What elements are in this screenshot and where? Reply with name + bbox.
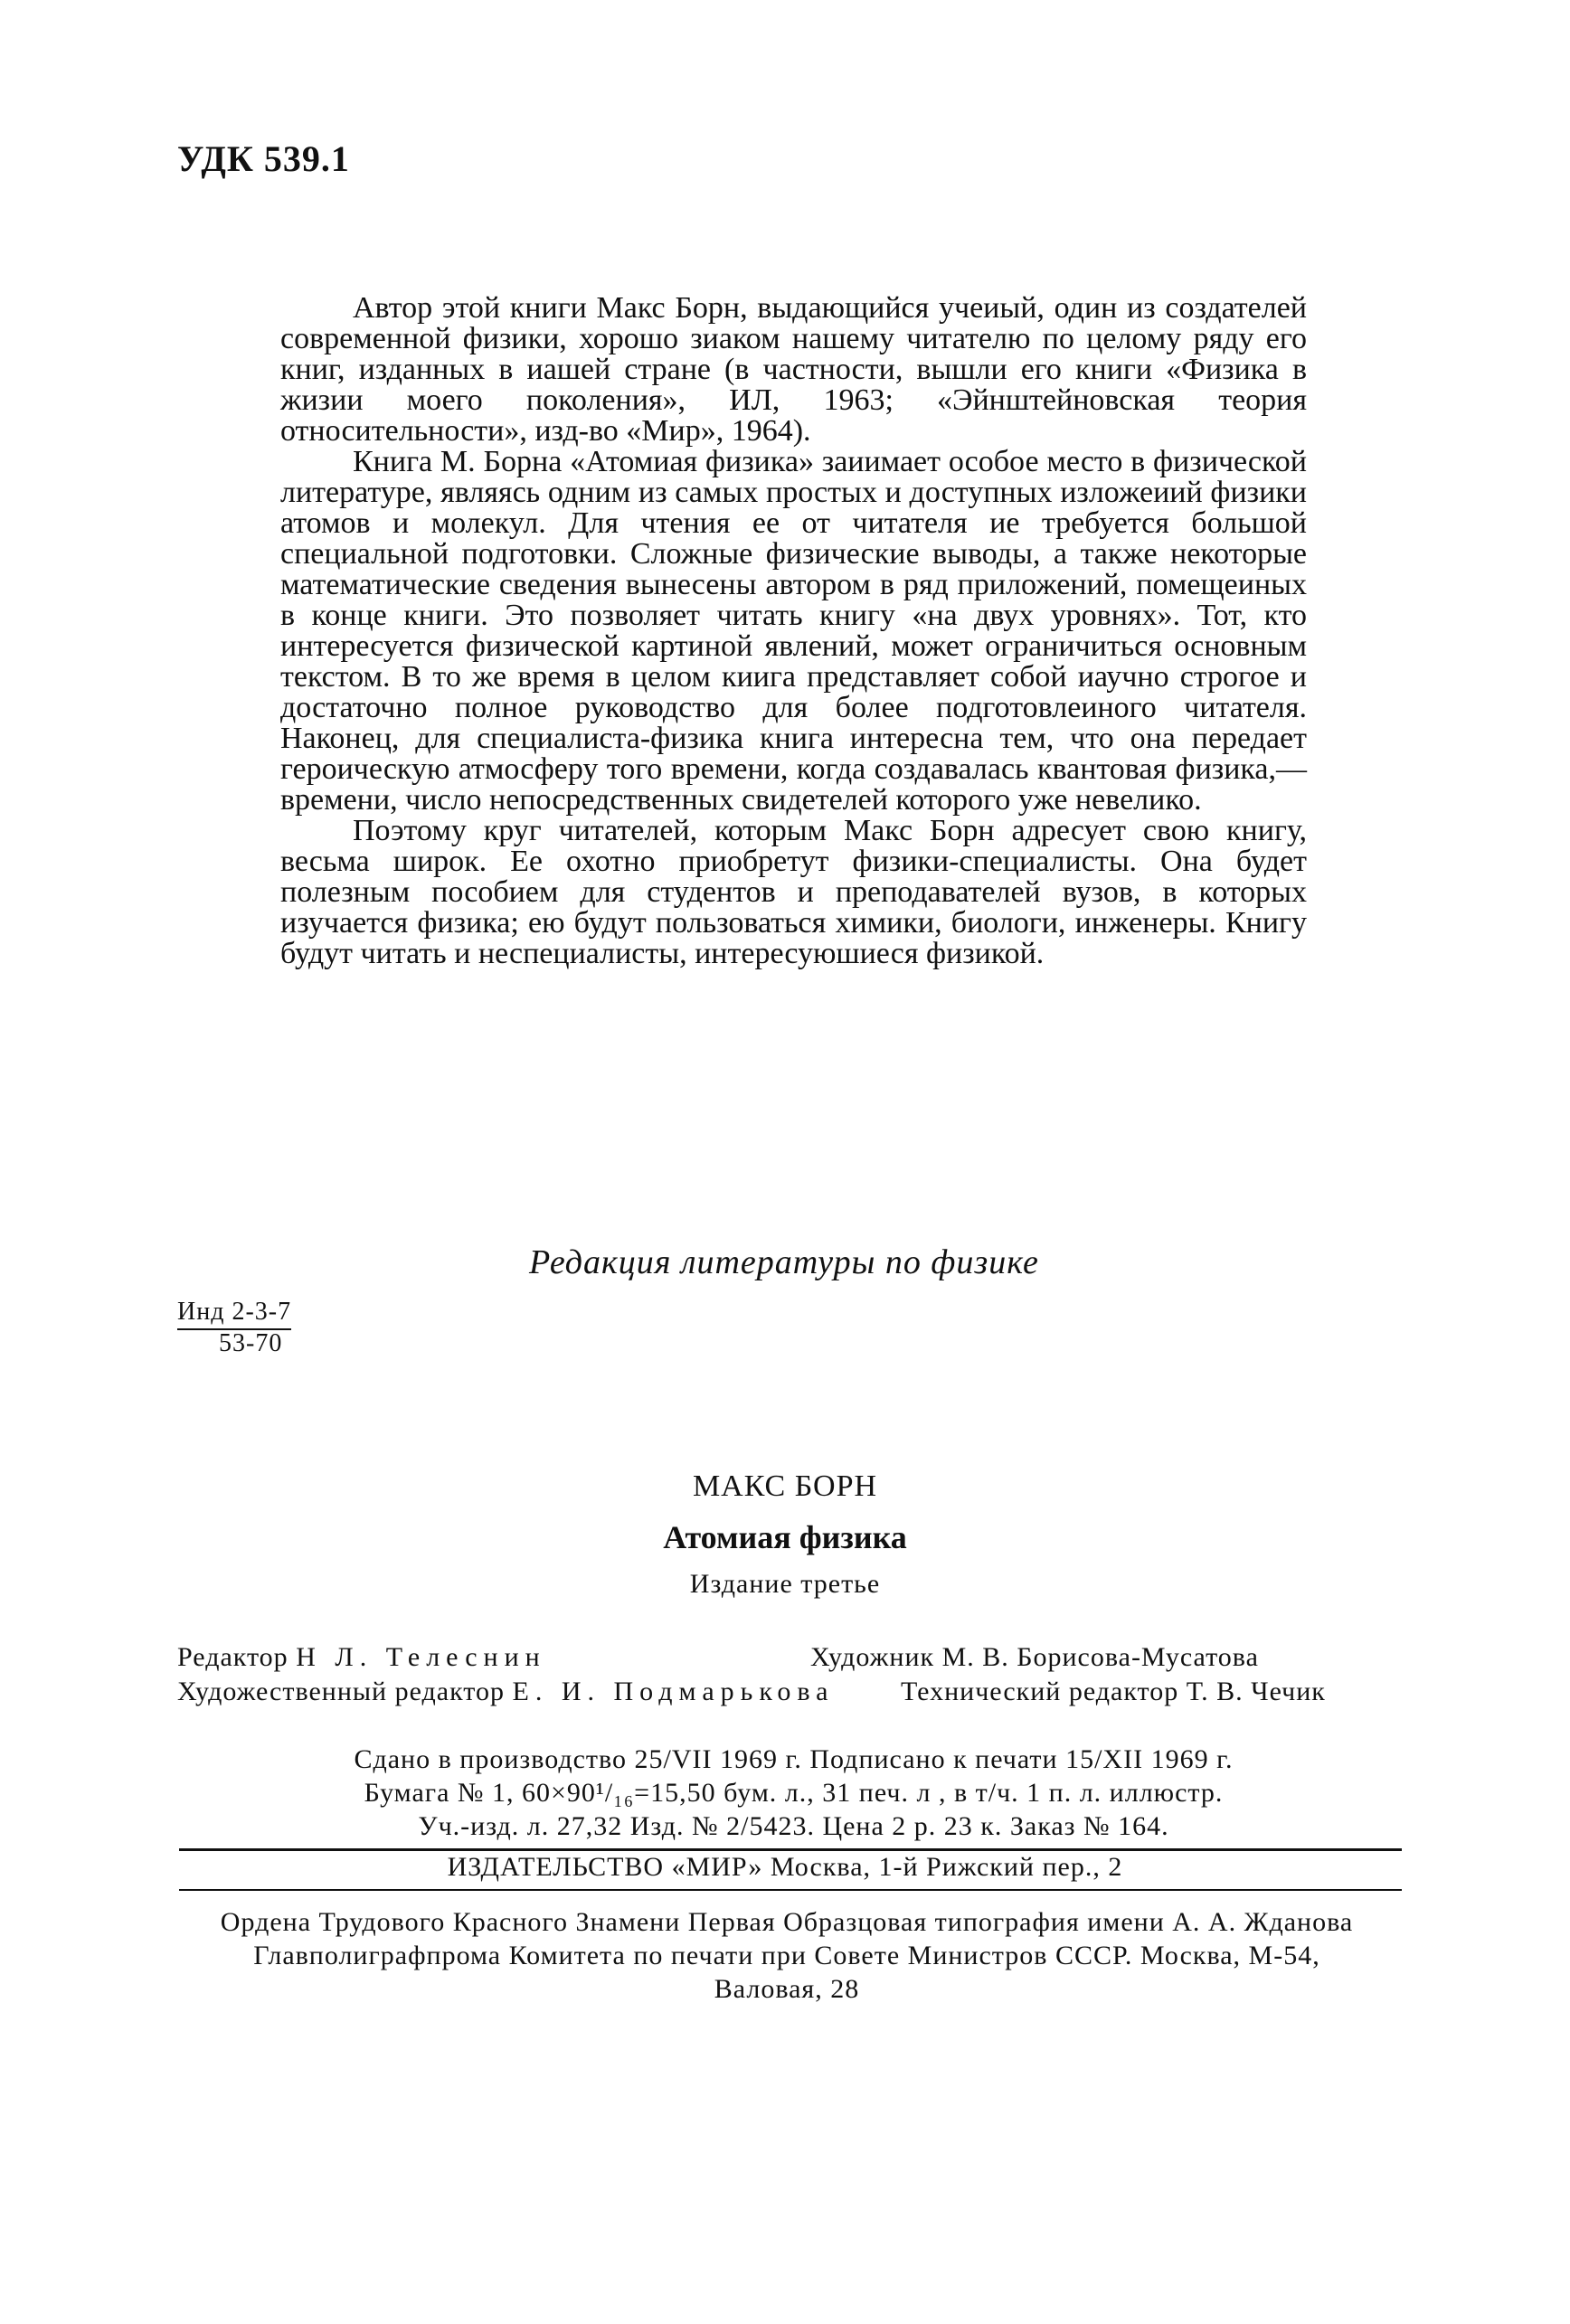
index-code bbox=[177, 1299, 291, 1358]
publisher: ИЗДАТЕЛЬСТВО «МИР» Москва, 1-й Рижский пер., 2 bbox=[447, 1852, 1123, 1882]
abstract-paragraph-3: Поэтому круг читателей, которым Макс Борн адресует свою книгу, весьма широк. Ее охотно приобретут физики-специалисты. Она будет полезным пособием для студентов и преподавателей вузов, в которых изучается физика; ею будут пользоваться химики, биологи, инженеры. Книгу будут читать и неспециалисты, интересуюшиеся физикой. bbox=[280, 814, 1307, 970]
divider-bottom bbox=[179, 1889, 1402, 1891]
credit-editor-label: Редактор bbox=[177, 1642, 288, 1672]
credit-tech-editor-label: Технический редактор bbox=[901, 1677, 1179, 1706]
book-edition: Издание третье bbox=[689, 1569, 881, 1599]
printer-info bbox=[172, 1906, 1402, 2007]
credit-art-editor-name: Е. И. Подмарькова bbox=[512, 1677, 835, 1706]
credit-tech-editor-name: Т. В. Чечик bbox=[1186, 1677, 1326, 1706]
credit-editor-name: Н Л. Телеснин bbox=[296, 1642, 546, 1672]
printer-line-3: Валовая, 28 bbox=[714, 1973, 860, 2004]
print-info-line-1: Сдано в производство 25/VII 1969 г. Подписано к печати 15/XII 1969 г. bbox=[354, 1744, 1234, 1774]
credit-editor bbox=[177, 1642, 546, 1673]
printer-line-2: Главполиграфпрома Комитета по печати при Совете Министров СССР. Москва, М-54, bbox=[253, 1940, 1320, 1970]
credit-tech-editor bbox=[901, 1677, 1326, 1707]
credit-art-editor-label: Художественный редактор bbox=[177, 1677, 505, 1706]
print-info-line-2: Бумага № 1, 60×90¹/₁₆=15,50 бум. л., 31 печ. л , в т/ч. 1 п. л. иллюстр. bbox=[364, 1777, 1224, 1808]
index-code-bottom: 53-70 bbox=[219, 1328, 283, 1357]
credit-artist-label: Художник bbox=[810, 1642, 935, 1672]
abstract-paragraph-2: Книга М. Борна «Атомиая физика» заиимает особое место в физической литературе, являясь одним из самых простых и доступных изложеиий физики атомов и молекул. Для чтения ее от читателя ие требуется большой специальной подготовки. Сложные физические выводы, а также некоторые математические сведения вынесены автором в ряд приложений, помещеиных в конце книги. Это позволяет читать книгу «на двух уровнях». Тот, кто интересуется физической картиной явлений, может ограничиться основным текстом. В то же время в целом киига представляет собой иаучно строгое и достаточно полное руководство для более подготовлеиного читателя. Наконец, для специалиста-физика книга интересна тем, что она передает героическую атмосферу того времени, когда создавалась квантовая физика,— времени, число непосредственных свидетелей которого уже невелико. bbox=[280, 445, 1307, 817]
book-title: Атомиая физика bbox=[663, 1519, 907, 1555]
udk-code: УДК 539.1 bbox=[177, 138, 350, 179]
credit-art-editor bbox=[177, 1677, 834, 1707]
book-author: МАКС БОРН bbox=[692, 1469, 878, 1503]
credit-artist bbox=[810, 1642, 1259, 1673]
editorial-office: Редакция литературы по физике bbox=[529, 1243, 1039, 1281]
abstract-paragraph-1: Автор этой книги Макс Борн, выдающийся учеиый, один из создателей современной физики, хорошо зиаком нашему читателю по целому ряду его книг, изданных в иашей стране (в частности, вышли его книги «Физика в жизии моего поколения», ИЛ, 1963; «Эйнштейновская теория относительности», изд-во «Мир», 1964). bbox=[280, 291, 1307, 448]
book-abstract bbox=[280, 293, 1307, 969]
index-code-top: Инд 2-3-7 bbox=[177, 1299, 291, 1330]
print-info bbox=[280, 1743, 1307, 1844]
credit-artist-name: М. В. Борисова-Мусатова bbox=[941, 1642, 1259, 1672]
printer-line-1: Ордена Трудового Красного Знамени Первая Образцовая типография имени А. А. Жданова bbox=[220, 1907, 1354, 1937]
divider-top bbox=[179, 1848, 1402, 1851]
print-info-line-3: Уч.-изд. л. 27,32 Изд. № 2/5423. Цена 2 р. 23 к. Заказ № 164. bbox=[418, 1810, 1169, 1841]
